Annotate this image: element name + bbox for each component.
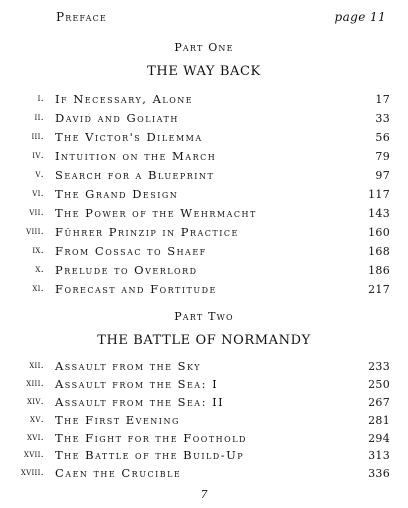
chapter-page-number: 79 xyxy=(375,150,390,163)
chapter-page-number: 281 xyxy=(368,413,390,427)
toc-entry xyxy=(0,466,408,484)
chapter-numeral: xvi. xyxy=(26,431,44,443)
chapter-numeral: v. xyxy=(35,169,44,180)
chapter-numeral: xv. xyxy=(30,413,44,425)
chapter-page-number: 117 xyxy=(368,188,390,201)
chapter-title: Führer Prinzip in Practice xyxy=(55,225,239,239)
folio-page-number: 7 xyxy=(200,488,208,501)
toc-entry xyxy=(0,92,408,111)
chapter-page-number: 313 xyxy=(368,449,390,463)
part-one-title: THE WAY BACK xyxy=(147,64,261,79)
part-one-chapter-list xyxy=(0,92,408,301)
chapter-numeral: xvii. xyxy=(23,449,44,461)
chapter-title: The Fight for the Foothold xyxy=(55,430,247,445)
chapter-numeral: iii. xyxy=(31,131,44,142)
part-two-title: THE BATTLE OF NORMANDY xyxy=(97,333,311,348)
chapter-page-number: 143 xyxy=(368,207,390,220)
chapter-page-number: 233 xyxy=(368,360,390,373)
chapter-page-number: 267 xyxy=(368,395,390,409)
chapter-page-number: 33 xyxy=(375,112,390,125)
chapter-numeral: vi. xyxy=(32,188,44,199)
chapter-title: Assault from the Sea: I xyxy=(55,376,219,391)
chapter-numeral: x. xyxy=(35,264,44,275)
chapter-page-number: 56 xyxy=(375,131,390,144)
toc-entry xyxy=(0,168,408,187)
toc-entry xyxy=(0,359,408,377)
toc-entry xyxy=(0,377,408,395)
chapter-page-number: 17 xyxy=(375,93,390,106)
chapter-title: The Grand Design xyxy=(55,187,179,201)
chapter-title: The Power of the Wehrmacht xyxy=(55,206,257,220)
chapter-page-number: 186 xyxy=(368,264,390,277)
chapter-title: Forecast and Fortitude xyxy=(55,282,217,296)
chapter-numeral: viii. xyxy=(26,226,44,237)
chapter-title: Intuition on the March xyxy=(55,149,217,163)
toc-entry xyxy=(0,244,408,263)
chapter-page-number: 250 xyxy=(368,377,390,391)
toc-entry xyxy=(0,282,408,301)
chapter-numeral: i. xyxy=(37,93,44,104)
toc-entry xyxy=(0,413,408,431)
part-two-chapter-list xyxy=(0,359,408,484)
chapter-title: Caen the Crucible xyxy=(55,466,182,481)
toc-entry xyxy=(0,187,408,206)
chapter-page-number: 217 xyxy=(368,283,390,296)
chapter-numeral: xi. xyxy=(32,283,44,294)
chapter-title: Prelude to Overlord xyxy=(55,263,198,277)
toc-entry xyxy=(0,206,408,225)
toc-entry xyxy=(0,395,408,413)
toc-entry xyxy=(0,111,408,130)
chapter-numeral: iv. xyxy=(32,150,44,161)
chapter-title: From Cossac to Shaef xyxy=(55,244,207,258)
preface-entry xyxy=(56,10,386,26)
chapter-title: Search for a Blueprint xyxy=(55,168,215,182)
toc-entry xyxy=(0,448,408,466)
chapter-numeral: xiv. xyxy=(26,395,44,407)
toc-entry xyxy=(0,225,408,244)
chapter-page-number: 160 xyxy=(368,226,390,239)
part-two-label: Part Two xyxy=(174,310,234,323)
preface-page-number: page 11 xyxy=(334,10,386,24)
toc-entry xyxy=(0,431,408,449)
chapter-page-number: 294 xyxy=(368,431,390,445)
chapter-title: David and Goliath xyxy=(55,111,179,125)
toc-entry xyxy=(0,263,408,282)
chapter-numeral: ii. xyxy=(34,112,44,123)
preface-label: Preface xyxy=(56,10,107,24)
chapter-numeral: vii. xyxy=(29,207,44,218)
chapter-numeral: xviii. xyxy=(20,467,44,479)
chapter-page-number: 336 xyxy=(368,467,390,481)
chapter-numeral: xiii. xyxy=(26,377,44,389)
chapter-title: The Battle of the Build-Up xyxy=(55,448,245,463)
chapter-title: The Victor's Dilemma xyxy=(55,130,203,144)
chapter-title: Assault from the Sky xyxy=(55,359,202,373)
chapter-title: The First Evening xyxy=(55,412,180,427)
toc-entry xyxy=(0,130,408,149)
chapter-page-number: 97 xyxy=(375,169,390,182)
chapter-numeral: ix. xyxy=(32,245,44,256)
chapter-title: If Necessary, Alone xyxy=(55,92,194,106)
chapter-numeral: xii. xyxy=(29,360,44,371)
toc-entry xyxy=(0,149,408,168)
chapter-title: Assault from the Sea: II xyxy=(55,394,225,409)
chapter-page-number: 168 xyxy=(368,245,390,258)
part-one-label: Part One xyxy=(174,41,234,54)
